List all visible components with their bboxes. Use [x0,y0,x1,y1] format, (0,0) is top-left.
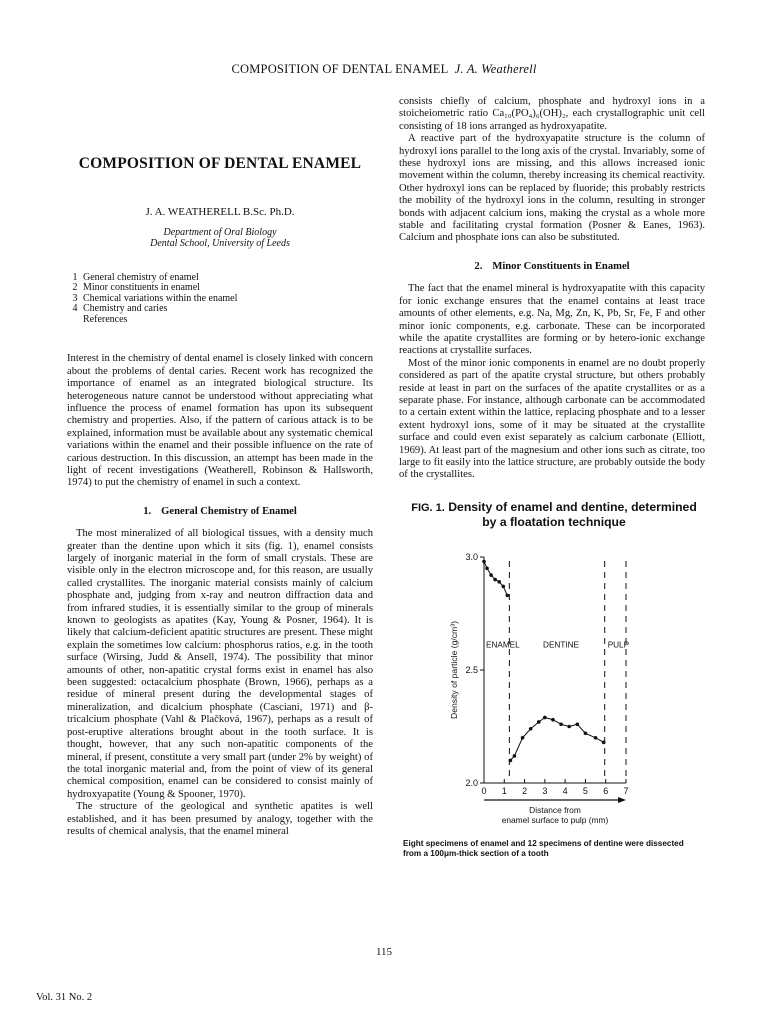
article-author: J. A. WEATHERELL B.Sc. Ph.D. [145,206,295,219]
y-tick-label: 2.5 [465,664,478,675]
region-label-pulp: PULP [607,640,630,650]
x-tick-label: 5 [582,785,588,796]
x-axis-label: enamel surface to pulp (mm) [501,814,609,825]
figure-footnote: Eight specimens of enamel and 12 specimens of dentine were dissected from a 100μm-thick section of a tooth [403,839,684,859]
figure-chart [399,533,705,837]
toc-item: 4 Chemistry and caries [72,303,168,315]
toc-references: References [83,313,128,325]
toc-item: 2 Minor constituents in enamel [72,282,200,294]
section-1-paragraph: The structure of the geological and synthetic apatites is well established, and it has been presumed by analogy, together with the results of chemical analysis, that the enamel mineral [67,801,373,837]
data-point-enamel [493,578,497,582]
x-tick-label: 7 [623,785,629,796]
y-tick-label: 3.0 [465,551,478,562]
figure-caption: FIG. 1. Density of enamel and dentine, determined by a floatation technique [411,499,697,529]
section-1-continuation: consists chiefly of calcium, phosphate and hydroxyl ions in a stoicheiometric ratio Ca₁₀(PO₄)₆(OH)₂, each crystallographic unit cell consisting of 18 ions arranged as hydroxyapatite. [399,96,705,132]
data-point-dentine [576,722,580,726]
y-axis-label: Density of particle (g/cm³) [449,620,459,719]
x-axis-label: Distance from [529,804,581,815]
x-tick-label: 4 [562,785,568,796]
running-head-title: COMPOSITION OF DENTAL ENAMEL [231,62,448,76]
table-of-contents [67,273,373,326]
data-point-enamel [497,580,501,584]
region-label-enamel: ENAMEL [486,640,520,650]
section-2-heading: 2. Minor Constituents in Enamel [474,260,630,272]
series-line-dentine [510,717,603,760]
data-point-dentine [521,736,525,740]
toc-item: 1 General chemistry of enamel [72,271,199,283]
school: Dental School, University of Leeds [150,237,290,249]
x-tick-label: 0 [481,785,487,796]
data-point-dentine [584,731,588,735]
affiliation [67,227,373,249]
x-tick-label: 1 [501,785,507,796]
y-tick-label: 2.0 [465,777,478,788]
left-column [67,100,373,838]
section-2-paragraph: Most of the minor ionic components in enamel are no doubt properly considered as part of the apatite crystal structure, but others probably reside at least in part on the surfaces of the apatite crystallites or as a separate phase. For instance, although carbonate can be accommodated to a certain extent within the lattice, replacing phosphate and to a lesser extent hydroxyl ions, some of it may be situated at the crystallite surface and could even exist separately as calcium carbonate (Elliott, 1969). At least part of the magnesium and other ions such as citrate, too large to fit easily into the lattice structure, are probably outside the body of the crystallites. [399,357,705,481]
section-2-paragraph: The fact that the enamel mineral is hydroxyapatite with this capacity for ionic exchange ensures that the enamel contains at least trace amounts of other elements, e.g. Na, Mg, Zn, K, Pb, Sr, Fe, F and other minor ionic components, e.g. carbonate. These can be incorporated while the apatite crystallites are forming or by hetero-ionic exchange reactions at crystallite surfaces. [399,283,705,357]
data-point-enamel [482,560,486,564]
direction-arrow-head [618,797,626,803]
data-point-enamel [501,584,505,588]
data-point-dentine [537,720,541,724]
data-point-dentine [551,718,555,722]
region-label-dentine: DENTINE [543,640,579,650]
department: Department of Oral Biology [163,226,277,238]
data-point-dentine [567,724,571,728]
volume-number: Vol. 31 No. 2 [36,992,93,1003]
data-point-dentine [602,740,606,744]
density-chart [399,533,705,833]
page-number: 115 [375,946,393,958]
figure-label: FIG. 1. [411,501,445,514]
data-point-enamel [489,573,493,577]
data-point-dentine [543,715,547,719]
x-tick-label: 2 [522,785,528,796]
data-point-dentine [509,758,513,762]
intro-paragraph: Interest in the chemistry of dental enamel is closely linked with concern about the problems of dental caries. Recent work has recognized the importance of enamel as an integrated biological structure. Its heterogeneous nature cannot be understood without appreciating what influence the process of enamel formation has upon its subsequent chemistry and properties. Also, if the pattern of carious attack is to be explained, information must be available about any systematic chemical variations within the enamel and their possible influence on the rate of carious destruction. In this discussion, an attempt has been made in the light of recent investigations (Weatherell, Robinson & Hallsworth, 1974) to put the chemistry of enamel in such a context. [67,353,373,489]
section-1-paragraph: A reactive part of the hydroxyapatite structure is the column of hydroxyl ions parallel to the long axis of the crystal. Invariably, some of these hydroxyl ions are missing, and this allows increased ionic movement within the column, thereby increasing its chemical reactivity. Other hydroxyl ions can be replaced by fluoride; this probably restricts the mobility of the hydroxyl ions in the column, resulting in stronger bonds with adjacent calcium ions, making the crystal as a whole more stable and facilitating crystal formation (Posner & Eanes, 1963). Calcium and phosphate ions can also be substituted. [399,133,705,244]
data-point-dentine [513,754,517,758]
x-tick-label: 6 [603,785,609,796]
data-point-dentine [529,727,533,731]
section-1-heading: 1. General Chemistry of Enamel [143,505,297,517]
section-1-paragraph: The most mineralized of all biological tissues, with a density much greater than the dentine upon which it sits (fig. 1), enamel consists largely of inorganic material in the form of small crystals. These are visible only in the electron microscope and, for this reason, are usually called crystallites. The inorganic material consists mainly of calcium phosphate and, judging from x-ray and neutron diffraction data and from infrared studies, it is essentially similar to the group of minerals known to geologists as apatites (Kay, Young & Posner, 1964). It is likely that calcium-deficient apatitic structures are present. These might explain the sometimes low calcium: phosphorus ratios, e.g. in the tooth surface (Wirsing, Judd & Ansell, 1974). The possibility that minor amounts of other, non-apatitic crystal forms exist in enamel has also been suggested: octacalcium phosphate (Brown, 1966), perhaps as a residue of mineral present during the developmental stages of mineralization, and dicalcium phosphate (Casciani, 1971) and β-tricalcium phosphate (Vahl & Plačková, 1967), perhaps as a result of post-eruptive alterations brought about in the tooth surface. It is thought, however, that any such non-apatitic components of the mineral, if present, constitute a very small part (under 2% by weight) of the total inorganic material and, from the point of view of its general chemical composition, enamel can be considered to consist mainly of hydroxyapatite (Young & Spooner, 1970). [67,528,373,800]
data-point-dentine [559,722,563,726]
running-head [0,62,768,77]
article-title: COMPOSITION OF DENTAL ENAMEL [78,155,362,172]
running-head-author: J. A. Weatherell [454,62,537,76]
data-point-enamel [506,593,510,597]
data-point-enamel [485,566,489,570]
x-tick-label: 3 [542,785,548,796]
toc-item: 3 Chemical variations within the enamel [72,292,238,304]
data-point-dentine [594,736,598,740]
right-column [399,96,705,859]
